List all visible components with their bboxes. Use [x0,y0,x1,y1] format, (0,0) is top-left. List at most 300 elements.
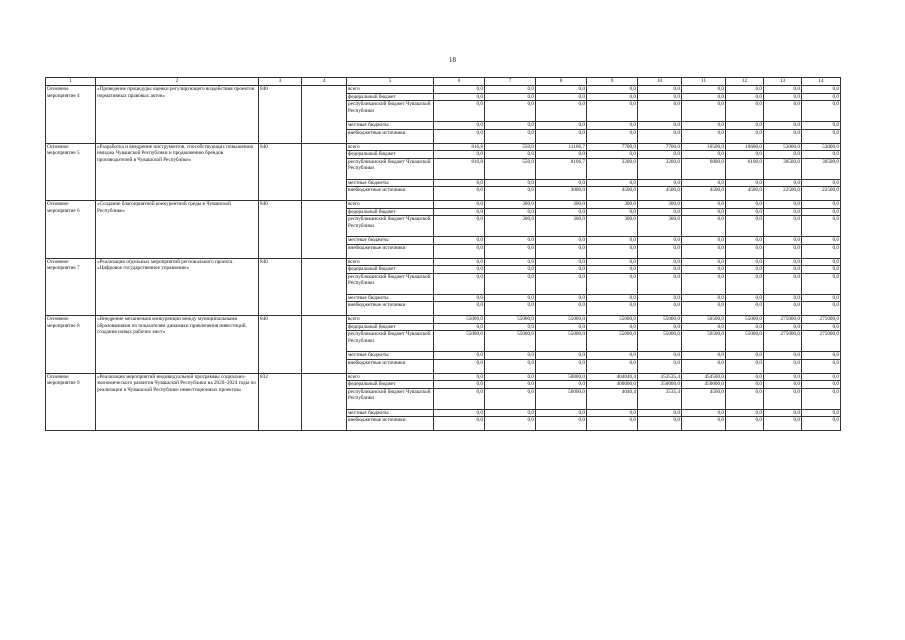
amount-cell: 0,0 [434,208,485,216]
amount-cell: 30500,0 [802,158,841,179]
column-header: 13 [764,78,802,86]
amount-cell: 0,0 [802,388,841,409]
amount-cell: 0,0 [726,373,764,381]
amount-cell: 55000,0 [434,331,485,352]
amount-cell: 55000,0 [638,316,682,324]
amount-cell: 0,0 [638,409,682,417]
amount-cell: 0,0 [764,388,802,409]
amount-cell: 0,0 [764,208,802,216]
amount-cell: 0,0 [682,266,726,274]
amount-cell: 0,0 [764,409,802,417]
column-header: 9 [587,78,638,86]
amount-cell: 0,0 [587,409,638,417]
amount-cell: 0,0 [682,151,726,159]
amount-cell: 0,0 [587,258,638,266]
column-header: 11 [682,78,726,86]
table-row [46,373,841,381]
amount-cell: 0,0 [802,373,841,381]
column-4-cell [302,143,347,201]
amount-cell: 0,0 [726,352,764,360]
amount-cell: 4500,0 [726,187,764,201]
amount-cell: 0,0 [726,129,764,143]
amount-cell: 0,0 [802,122,841,130]
column-header: 12 [726,78,764,86]
executor-code: 840 [259,143,302,201]
amount-cell: 0,0 [434,388,485,409]
amount-cell: 0,0 [485,129,536,143]
amount-cell: 275000,0 [764,331,802,352]
amount-cell: 0,0 [638,151,682,159]
amount-cell: 50000,0 [536,388,587,409]
amount-cell: 0,0 [682,258,726,266]
amount-cell: 0,0 [638,273,682,294]
amount-cell: 0,0 [485,381,536,389]
amount-cell: 0,0 [587,86,638,94]
column-4-cell [302,258,347,316]
amount-cell: 0,0 [434,302,485,316]
amount-cell: 0,0 [485,352,536,360]
amount-cell: 0,0 [802,294,841,302]
amount-cell: 0,0 [485,388,536,409]
amount-cell: 0,0 [434,417,485,431]
amount-cell: 0,0 [638,294,682,302]
amount-cell: 0,0 [536,266,587,274]
amount-cell: 0,0 [764,201,802,209]
funding-source: федеральный бюджет [347,208,434,216]
amount-cell: 0,0 [682,208,726,216]
amount-cell: 55000,0 [638,331,682,352]
amount-cell: 0,0 [587,93,638,101]
amount-cell: 0,0 [434,187,485,201]
funding-source: всего [347,258,434,266]
funding-source: всего [347,86,434,94]
funding-source: местные бюджеты [347,237,434,245]
amount-cell: 0,0 [434,86,485,94]
amount-cell: 0,0 [764,302,802,316]
amount-cell: 550,0 [485,158,536,179]
funding-source: республиканский бюджет Чувашской Республики [347,273,434,294]
funding-source: республиканский бюджет Чувашской Республики [347,158,434,179]
amount-cell: 0,0 [587,359,638,373]
amount-cell: 0,0 [536,151,587,159]
amount-cell: 7700,0 [638,143,682,151]
amount-cell: 300,0 [485,201,536,209]
funding-source: местные бюджеты [347,122,434,130]
amount-cell: 300,0 [536,201,587,209]
amount-cell: 0,0 [434,201,485,209]
column-4-cell [302,373,347,431]
funding-source: всего [347,201,434,209]
amount-cell: 0,0 [764,273,802,294]
amount-cell: 0,0 [485,409,536,417]
amount-cell: 0,0 [434,359,485,373]
amount-cell: 275000,0 [802,331,841,352]
amount-cell: 0,0 [726,381,764,389]
amount-cell: 4500,0 [682,187,726,201]
funding-source: всего [347,143,434,151]
amount-cell: 0,0 [587,151,638,159]
amount-cell: 0,0 [802,93,841,101]
amount-cell: 0,0 [764,373,802,381]
amount-cell: 0,0 [802,201,841,209]
column-header: 7 [485,78,536,86]
amount-cell: 0,0 [802,352,841,360]
activity-name: Основное мероприятие 9 [46,373,96,431]
amount-cell: 0,0 [638,101,682,122]
amount-cell: 3200,0 [638,158,682,179]
amount-cell: 0,0 [536,323,587,331]
funding-source: внебюджетные источники [347,187,434,201]
amount-cell: 6000,0 [682,158,726,179]
amount-cell: 0,0 [638,417,682,431]
amount-cell: 275000,0 [802,316,841,324]
amount-cell: 0,0 [587,101,638,122]
amount-cell: 8106,7 [536,158,587,179]
amount-cell: 300,0 [485,216,536,237]
amount-cell: 0,0 [802,409,841,417]
activity-description: «Реализация мероприятий индивидуальной программы социально-экономического развития Чувашской Республики на 2020–2024 годы по реализации в Чувашской Республике инвестиционных проектов» [96,373,259,431]
amount-cell: 0,0 [587,417,638,431]
amount-cell: 6100,0 [726,158,764,179]
amount-cell: 0,0 [485,151,536,159]
amount-cell: 0,0 [682,244,726,258]
amount-cell: 0,0 [434,373,485,381]
amount-cell: 0,0 [726,266,764,274]
amount-cell: 0,0 [764,179,802,187]
amount-cell: 0,0 [764,417,802,431]
column-header: 2 [96,78,259,86]
amount-cell: 0,0 [434,93,485,101]
amount-cell: 0,0 [587,244,638,258]
amount-cell: 0,0 [726,151,764,159]
amount-cell: 0,0 [682,352,726,360]
amount-cell: 55000,0 [485,316,536,324]
amount-cell: 0,0 [536,381,587,389]
amount-cell: 0,0 [434,273,485,294]
table-header-row [46,78,841,86]
amount-cell: 0,0 [764,352,802,360]
amount-cell: 0,0 [802,266,841,274]
amount-cell: 0,0 [536,273,587,294]
amount-cell: 0,0 [434,129,485,143]
amount-cell: 0,0 [485,86,536,94]
amount-cell: 0,0 [764,258,802,266]
amount-cell: 0,0 [485,273,536,294]
amount-cell: 0,0 [682,323,726,331]
amount-cell: 0,0 [726,237,764,245]
column-4-cell [302,316,347,374]
amount-cell: 0,0 [485,359,536,373]
amount-cell: 0,0 [638,244,682,258]
activity-description: «Создание благоприятной конкурентной среды в Чувашской Республике» [96,201,259,259]
amount-cell: 0,0 [434,216,485,237]
amount-cell: 0,0 [682,302,726,316]
amount-cell: 30500,0 [764,158,802,179]
amount-cell: 0,0 [802,302,841,316]
column-header: 4 [302,78,347,86]
amount-cell: 0,0 [536,93,587,101]
amount-cell: 0,0 [485,323,536,331]
amount-cell: 0,0 [726,294,764,302]
amount-cell: 0,0 [536,359,587,373]
activity-description: «Разработка и внедрение инструментов, способствующих повышению имиджа Чувашской Республики и продвижению брендов производителей в Чувашской Республике» [96,143,259,201]
executor-code: 832 [259,373,302,431]
amount-cell: 0,0 [802,151,841,159]
amount-cell: 0,0 [764,129,802,143]
amount-cell: 816,8 [434,158,485,179]
amount-cell: 22500,0 [802,187,841,201]
amount-cell: 0,0 [536,302,587,316]
amount-cell: 10600,0 [726,143,764,151]
amount-cell: 0,0 [726,101,764,122]
amount-cell: 0,0 [485,417,536,431]
table-row [46,201,841,209]
amount-cell: 816,8 [434,143,485,151]
amount-cell: 0,0 [434,409,485,417]
amount-cell: 0,0 [485,179,536,187]
amount-cell: 3200,0 [587,158,638,179]
amount-cell: 0,0 [587,122,638,130]
column-header: 8 [536,78,587,86]
amount-cell: 0,0 [682,179,726,187]
column-header: 1 [46,78,96,86]
funding-source: федеральный бюджет [347,266,434,274]
amount-cell: 4040,4 [587,388,638,409]
amount-cell: 0,0 [764,86,802,94]
amount-cell: 0,0 [726,179,764,187]
amount-cell: 0,0 [536,179,587,187]
budget-table [45,77,841,431]
amount-cell: 0,0 [726,388,764,409]
amount-cell: 300,0 [638,216,682,237]
amount-cell: 0,0 [638,323,682,331]
column-header: 14 [802,78,841,86]
amount-cell: 0,0 [587,273,638,294]
column-header: 10 [638,78,682,86]
amount-cell: 0,0 [682,101,726,122]
amount-cell: 55000,0 [434,316,485,324]
amount-cell: 0,0 [726,216,764,237]
activity-name: Основное мероприятие 6 [46,201,96,259]
funding-source: федеральный бюджет [347,323,434,331]
amount-cell: 300,0 [536,216,587,237]
amount-cell: 0,0 [802,216,841,237]
amount-cell: 53000,0 [802,143,841,151]
funding-source: федеральный бюджет [347,151,434,159]
amount-cell: 0,0 [587,266,638,274]
executor-code: 840 [259,316,302,374]
amount-cell: 0,0 [638,237,682,245]
amount-cell: 0,0 [485,237,536,245]
amount-cell: 0,0 [485,208,536,216]
amount-cell: 0,0 [682,294,726,302]
amount-cell: 0,0 [726,359,764,373]
amount-cell: 0,0 [726,201,764,209]
table-row [46,143,841,151]
amount-cell: 0,0 [802,101,841,122]
amount-cell: 0,0 [638,359,682,373]
amount-cell: 0,0 [682,93,726,101]
amount-cell: 0,0 [802,244,841,258]
amount-cell: 275000,0 [764,316,802,324]
amount-cell: 0,0 [485,122,536,130]
funding-source: внебюджетные источники [347,302,434,316]
amount-cell: 0,0 [682,201,726,209]
amount-cell: 55000,0 [536,331,587,352]
amount-cell: 0,0 [682,122,726,130]
amount-cell: 0,0 [587,302,638,316]
amount-cell: 50500,0 [682,316,726,324]
amount-cell: 0,0 [587,294,638,302]
amount-cell: 0,0 [726,244,764,258]
amount-cell: 404040,4 [587,373,638,381]
amount-cell: 0,0 [682,129,726,143]
column-4-cell [302,86,347,144]
amount-cell: 0,0 [536,122,587,130]
table-row [46,86,841,94]
amount-cell: 0,0 [726,417,764,431]
amount-cell: 0,0 [764,359,802,373]
amount-cell: 400000,0 [587,381,638,389]
activity-name: Основное мероприятие 8 [46,316,96,374]
amount-cell: 50500,0 [682,331,726,352]
amount-cell: 0,0 [802,273,841,294]
amount-cell: 0,0 [802,237,841,245]
activity-description: «Проведение процедуры оценки регулирующего воздействия проектов нормативных правовых актов» [96,86,259,144]
amount-cell: 55000,0 [587,331,638,352]
table-row [46,258,841,266]
amount-cell: 0,0 [638,352,682,360]
amount-cell: 353535,4 [638,373,682,381]
amount-cell: 0,0 [485,258,536,266]
amount-cell: 4500,0 [682,388,726,409]
amount-cell: 0,0 [638,93,682,101]
amount-cell: 0,0 [764,244,802,258]
amount-cell: 0,0 [638,122,682,130]
funding-source: местные бюджеты [347,409,434,417]
amount-cell: 0,0 [536,101,587,122]
amount-cell: 0,0 [485,244,536,258]
amount-cell: 0,0 [536,258,587,266]
amount-cell: 0,0 [682,86,726,94]
amount-cell: 0,0 [726,93,764,101]
amount-cell: 0,0 [638,302,682,316]
amount-cell: 55000,0 [587,316,638,324]
amount-cell: 55000,0 [726,316,764,324]
amount-cell: 4500,0 [587,187,638,201]
amount-cell: 0,0 [764,323,802,331]
amount-cell: 0,0 [638,258,682,266]
funding-source: республиканский бюджет Чувашской Республики [347,331,434,352]
amount-cell: 0,0 [587,208,638,216]
amount-cell: 0,0 [434,352,485,360]
funding-source: местные бюджеты [347,179,434,187]
amount-cell: 11106,7 [536,143,587,151]
amount-cell: 50000,0 [536,373,587,381]
amount-cell: 300,0 [638,201,682,209]
executor-code: 840 [259,201,302,259]
funding-source: внебюджетные источники [347,359,434,373]
amount-cell: 0,0 [434,179,485,187]
amount-cell: 0,0 [726,122,764,130]
funding-source: республиканский бюджет Чувашской Республики [347,101,434,122]
amount-cell: 0,0 [682,273,726,294]
amount-cell: 0,0 [587,179,638,187]
amount-cell: 0,0 [726,208,764,216]
amount-cell: 0,0 [682,216,726,237]
amount-cell: 550,0 [485,143,536,151]
amount-cell: 0,0 [434,294,485,302]
amount-cell: 0,0 [536,129,587,143]
amount-cell: 0,0 [485,294,536,302]
amount-cell: 0,0 [434,122,485,130]
amount-cell: 0,0 [434,237,485,245]
funding-source: республиканский бюджет Чувашской Республики [347,388,434,409]
funding-source: всего [347,316,434,324]
amount-cell: 0,0 [485,302,536,316]
amount-cell: 0,0 [536,409,587,417]
amount-cell: 0,0 [485,101,536,122]
amount-cell: 0,0 [764,381,802,389]
amount-cell: 0,0 [638,266,682,274]
funding-source: местные бюджеты [347,294,434,302]
amount-cell: 0,0 [726,273,764,294]
amount-cell: 0,0 [802,179,841,187]
column-header: 3 [259,78,302,86]
amount-cell: 0,0 [764,122,802,130]
funding-source: федеральный бюджет [347,381,434,389]
amount-cell: 0,0 [764,294,802,302]
activity-description: «Реализация отдельных мероприятий регионального проекта «Цифровое государственное управление» [96,258,259,316]
amount-cell: 0,0 [726,302,764,316]
amount-cell: 0,0 [536,244,587,258]
amount-cell: 0,0 [434,244,485,258]
amount-cell: 0,0 [802,258,841,266]
amount-cell: 0,0 [638,86,682,94]
amount-cell: 0,0 [587,352,638,360]
amount-cell: 55000,0 [536,316,587,324]
page-number: 18 [449,56,456,64]
amount-cell: 0,0 [587,129,638,143]
amount-cell: 0,0 [682,417,726,431]
amount-cell: 0,0 [485,93,536,101]
amount-cell: 0,0 [802,86,841,94]
amount-cell: 0,0 [587,237,638,245]
amount-cell: 0,0 [802,208,841,216]
amount-cell: 0,0 [764,151,802,159]
amount-cell: 0,0 [764,237,802,245]
amount-cell: 55000,0 [726,331,764,352]
amount-cell: 0,0 [536,417,587,431]
amount-cell: 0,0 [726,409,764,417]
executor-code: 840 [259,258,302,316]
amount-cell: 0,0 [802,129,841,143]
amount-cell: 3000,0 [536,187,587,201]
amount-cell: 0,0 [434,151,485,159]
activity-name: Основное мероприятие 4 [46,86,96,144]
amount-cell: 0,0 [536,208,587,216]
amount-cell: 0,0 [434,258,485,266]
amount-cell: 0,0 [536,86,587,94]
amount-cell: 0,0 [536,294,587,302]
amount-cell: 0,0 [764,266,802,274]
amount-cell: 0,0 [638,179,682,187]
funding-source: местные бюджеты [347,352,434,360]
amount-cell: 300,0 [587,201,638,209]
column-header: 5 [347,78,434,86]
funding-source: внебюджетные источники [347,417,434,431]
amount-cell: 0,0 [434,101,485,122]
